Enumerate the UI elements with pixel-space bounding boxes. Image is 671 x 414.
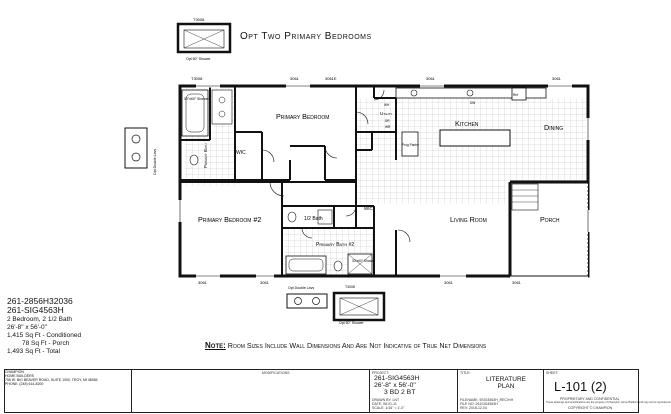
svg-text:Opt Double Lavs: Opt Double Lavs bbox=[153, 148, 157, 175]
opt-double-lav-bottom bbox=[287, 294, 327, 308]
modifications-label: MODIFICATIONS bbox=[262, 371, 290, 375]
spec-dimensions: 26'-8" x 56'-0" bbox=[7, 324, 47, 331]
svg-text:Opt Double Lavs: Opt Double Lavs bbox=[288, 286, 315, 290]
porch-area bbox=[510, 182, 588, 278]
room-utility: Utility bbox=[380, 111, 393, 116]
svg-text:Prog Pantry: Prog Pantry bbox=[402, 143, 419, 147]
svg-text:T3008: T3008 bbox=[193, 17, 205, 22]
spec-conditioned: 1,415 Sq Ft - Conditioned bbox=[7, 332, 82, 339]
room-primary-bedroom: Primary Bedroom bbox=[276, 112, 330, 121]
bath2-tub bbox=[286, 256, 326, 274]
opt-double-lav-left bbox=[125, 128, 147, 168]
logo-cell bbox=[5, 370, 131, 412]
primary-toilet bbox=[190, 155, 198, 165]
sheet-number: L-101 (2) bbox=[554, 379, 607, 394]
room-primary-bath-2: Primary Bath #2 bbox=[316, 242, 355, 248]
svg-text:3061: 3061 bbox=[552, 76, 561, 81]
company-address: 755 W. BIG BEAVER ROAD, SUITE 1000, TROY, MI 48084 PHONE: (248) 614-8200 bbox=[5, 378, 98, 386]
room-wic-2: WIC bbox=[364, 206, 373, 211]
plan-note bbox=[205, 341, 486, 350]
company-logo: CHAMPION bbox=[5, 370, 24, 374]
svg-text:Opt 60" Shower: Opt 60" Shower bbox=[339, 321, 364, 325]
spec-total: 1,493 Sq Ft - Total bbox=[7, 348, 60, 355]
plan-title: Opt Two Primary Bedrooms bbox=[240, 31, 372, 42]
company-division: HOME BUILDERS bbox=[5, 374, 34, 378]
svg-text:DW: DW bbox=[470, 101, 476, 105]
room-porch: Porch bbox=[540, 215, 560, 224]
svg-text:3061: 3061 bbox=[512, 280, 521, 285]
svg-text:3061: 3061 bbox=[290, 76, 299, 81]
svg-text:T3008: T3008 bbox=[191, 76, 203, 81]
project-cell: PROJECT: 261-SIG4563H 26'-8" x 56'-0" 3 BD 2 BT DRAWN BY: LNT DATE: 08-01-11 SCALE: 1/16" = 1'-0" bbox=[369, 370, 458, 412]
svg-text:30"x60" Shower: 30"x60" Shower bbox=[352, 259, 375, 263]
model-number-2: 261-SIG4563H bbox=[7, 305, 64, 315]
room-living: Living Room bbox=[450, 215, 487, 224]
svg-text:Ref: Ref bbox=[513, 93, 518, 97]
note-label: Note: bbox=[205, 341, 226, 350]
room-primary-bath: Primary Bath bbox=[203, 143, 208, 168]
svg-text:3061: 3061 bbox=[260, 280, 269, 285]
title-block bbox=[4, 369, 671, 413]
modifications-cell bbox=[131, 370, 370, 412]
svg-text:WH: WH bbox=[384, 103, 390, 107]
primary-vanity bbox=[212, 90, 232, 124]
svg-text:WR: WR bbox=[385, 125, 391, 129]
svg-text:3061: 3061 bbox=[198, 280, 207, 285]
svg-text:3061: 3061 bbox=[444, 280, 453, 285]
drawing-title: LITERATURE PLAN bbox=[486, 376, 526, 390]
room-kitchen: Kitchen bbox=[455, 119, 479, 128]
room-dining: Dining bbox=[544, 123, 564, 132]
room-primary-bedroom-2: Primary Bedroom #2 bbox=[198, 215, 262, 224]
spec-porch: 78 Sq Ft - Porch bbox=[22, 340, 70, 347]
svg-text:T3008: T3008 bbox=[345, 285, 355, 289]
note-text: Room Sizes Include Wall Dimensions And Are Not Indicative of True Net Dimensions bbox=[227, 341, 487, 350]
entry-tile-floor bbox=[356, 182, 506, 204]
model-number-1: 261-2856H32036 bbox=[7, 296, 73, 306]
svg-text:DR: DR bbox=[385, 119, 390, 123]
spec-bed-bath: 2 Bedroom, 2 1/2 Bath bbox=[7, 316, 73, 323]
project-info: 261-SIG4563H 26'-8" x 56'-0" 3 BD 2 BT bbox=[374, 375, 420, 396]
svg-text:3061: 3061 bbox=[426, 76, 435, 81]
sheet-cell: SHEET: L-101 (2) PROPRIETARY AND CONFIDENTIAL These drawings and specifications are the property of Champion Home Builders and may not be reproduced. COPYRIGHT © CHAMPION bbox=[543, 370, 638, 412]
room-half-bath: 1/2 Bath bbox=[304, 216, 323, 222]
kitchen-island bbox=[440, 130, 510, 146]
svg-text:3061E: 3061E bbox=[325, 76, 337, 81]
svg-text:30"x60" Shower: 30"x60" Shower bbox=[184, 97, 209, 101]
svg-text:Opt 60" Shower: Opt 60" Shower bbox=[186, 57, 211, 61]
drawing-title-cell: TITLE: LITERATURE PLAN FILENAME: 5SIG4563H_REC/HH FILE NO: 261SIG4563H REV: 2018-12-04 bbox=[457, 370, 544, 412]
room-wic-1: WIC bbox=[236, 150, 246, 156]
